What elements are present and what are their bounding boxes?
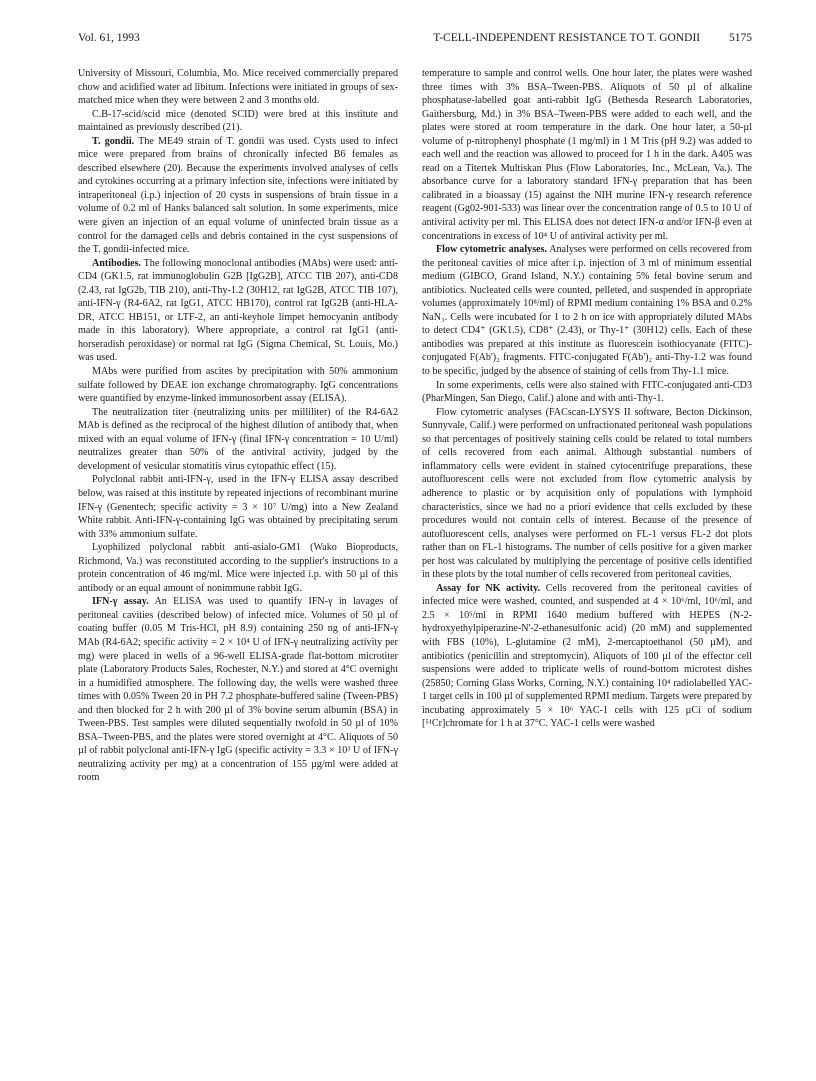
header-right (407, 32, 752, 44)
paragraph: MAbs were purified from ascites by precipitation with 50% ammonium sulfate followed by DEAE ion exchange chromatography. IgG concentrations were quantified by enzyme-linked immunosorbent assay (ELISA). (78, 366, 398, 405)
section-heading: IFN-γ assay. (92, 596, 149, 608)
section-heading: Flow cytometric analyses. (436, 244, 548, 256)
left-column (78, 67, 398, 785)
right-column (422, 67, 752, 731)
page-number: 5175 (729, 32, 752, 44)
paragraph: University of Missouri, Columbia, Mo. Mice received commercially prepared chow and acidified water ad libitum. Infections were initiated in groups of sex-matched mice when they were between 2 and 3 months old. (78, 68, 398, 107)
paragraph: Antibodies. The following monoclonal antibodies (MAbs) were used: anti-CD4 (GK1.5, rat immunoglobulin G2B [IgG2B], ATCC TIB 207), anti-CD8 (2.43, rat IgG2b, TIB 210), anti-Thy-1.2 (30H12, rat IgG2B, ATCC TIB 107), anti-IFN-γ (R4-6A2, rat IgG1, ATCC HB170), control rat IgG2B (anti-HLA-DR, ATCC HB151, or LTF-2, an anti-keyhole limpet hemocyanin antibody made in this laboratory). Where appropriate, a control rat IgG1 (anti-horseradish peroxidase) or normal rat IgG (Sigma Chemical, St. Louis, Mo.) was used. (78, 257, 398, 364)
running-header (78, 32, 752, 48)
paragraph: The neutralization titer (neutralizing units per milliliter) of the R4-6A2 MAb is defined as the reciprocal of the highest dilution of antibody that, when mixed with an equal volume of IFN-γ (final IFN-γ concentration = 10 U/ml) neutralizes greater than 50% of the antiviral activity, judged by the development of vesicular stomatitis virus cytopathic effect (15). (78, 406, 398, 472)
paragraph: Lyophilized polyclonal rabbit anti-asialo-GM1 (Wako Bioproducts, Richmond, Va.) was reconstituted according to the supplier's instructions to a protein concentration of 46 mg/ml. Mice were injected i.p. with 50 µl of this antibody or an equal amount of nonimmune rabbit IgG. (78, 542, 398, 594)
running-title: T-CELL-INDEPENDENT RESISTANCE TO T. GONDII (433, 32, 701, 44)
paragraph: C.B-17-scid/scid mice (denoted SCID) were bred at this institute and maintained as previously described (21). (78, 108, 398, 134)
section-heading: Antibodies. (92, 257, 142, 269)
section-heading: T. gondii. (92, 135, 135, 147)
volume-year: Vol. 61, 1993 (78, 32, 140, 44)
paragraph: IFN-γ assay. An ELISA was used to quantify IFN-γ in lavages of peritoneal cavities (described below) of infected mice. Volumes of 50 µl of coating buffer (0.05 M Tris-HCl, pH 8.9) containing 250 ng of anti-IFN-γ MAb (R4-6A2; specific activity = 2 × 10⁴ U of IFN-γ neutralizing activity per mg) were placed in wells of a 96-well ELISA-grade flat-bottom microtiter plate (Laboratory Products Sales, Rochester, N.Y.) and stored at 4°C overnight in a humidified atmosphere. The following day, the wells were washed three times with 0.05% Tween 20 in PH 7.2 phosphate-buffered saline (Tween-PBS) and then blocked for 2 h with 200 µl of 3% bovine serum albumin (BSA) in Tween-PBS. Test samples were diluted sequentially twofold in 50 µl of 10% BSA–Tween-PBS, and the plates were stored overnight at 4°C. Aliquots of 50 µl of rabbit polyclonal anti-IFN-γ IgG (specific activity = 3.3 × 10³ U of IFN-γ neutralizing activity per mg) at a concentration of 155 µg/ml were added at room (78, 596, 399, 784)
section-heading: Assay for NK activity. (436, 582, 541, 594)
paragraph: Polyclonal rabbit anti-IFN-γ, used in the IFN-γ ELISA assay described below, was raised at this institute by repeated injections of recombinant murine IFN-γ (Genentech; specific activity = 3 × 10⁷ U/mg) into a New Zealand White rabbit. Anti-IFN-γ-containing IgG was obtained by precipitating serum with 33% ammonium sulfate. (78, 474, 398, 540)
paragraph: Assay for NK activity. Cells recovered from the peritoneal cavities of infected mice were washed, counted, and suspended at 4 × 10⁶/ml, 10⁶/ml, and 2.5 × 10⁵/ml in RPMI 1640 medium buffered with HEPES (N-2-hydroxyethylpiperazine-N'-2-ethanesulfonic acid) (20 mM) and supplemented with FBS (10%), L-glutamine (2 mM), 2-mercaptoethanol (50 µM), and antibiotics (penicillin and streptomycin). Aliquots of 100 µl of the effector cell suspensions were added to triplicate wells of round-bottom microtest dishes (25850; Corning Glass Works, Corning, N.Y.) containing 10⁴ radiolabelled YAC-1 target cells in 100 µl of supplemented RPMI medium. Targets were prepared by incubating approximately 5 × 10⁶ YAC-1 cells with 125 µCi of sodium [⁵¹Cr]chromate for 1 h at 37°C. YAC-1 cells were washed (422, 582, 753, 730)
paragraph: temperature to sample and control wells. One hour later, the plates were washed three times with 3% BSA–Tween-PBS. Aliquots of 50 µl of alkaline phosphatase-labelled goat anti-rabbit IgG (Bethesda Research Laboratories, Gaithersburg, Md.) in 3% BSA–Tween-PBS were added to each well, and the plates were stored at room temperature in the dark. One hour later, a 50-µl volume of p-nitrophenyl phosphate (1 mg/ml) in 1 M Tris (pH 9.2) was added to each well and the reaction was allowed to proceed for 1 h in the dark. A405 was read on a Titertek Multiskan Plus (Flow Laboratories, Inc., McLean, Va.). The absorbance curve for a laboratory standard IFN-γ preparation that has been calibrated in a bioassay (15) against the NIH murine IFN-γ research reference reagent (Gg02-901-533) was linear over the concentration range of 0.5 to 10 U of antiviral activity per ml. This ELISA does not detect IFN-α and/or IFN-β even at concentrations in excess of 10⁴ U of antiviral activity per ml. (422, 68, 752, 242)
paragraph: Flow cytometric analyses (FACscan-LYSYS II software, Becton Dickinson, Sunnyvale, Calif.) were performed on unfractionated peritoneal wash populations so that percentages of positively staining cells could be related to total numbers of cells recovered from each animal. Although substantial numbers of inflammatory cells were evident in stained cytocentrifuge preparations, these autofluorescent cells were not excluded from flow cytometric analysis by adherence to plastic or by acquisition only of populations with lymphoid characteristics, since we had no a priori evidence that cells excluded by these procedures would not contain cells of interest. Because of the presence of autofluorescent cells, analyses were performed on FL-1 versus FL-2 dot plots rather than on FL-1 histograms. The number of cells positive for a given marker per host was calculated by multiplying the percentage of positive cells identified in these plots by the total number of cells recovered from peritoneal cavities. (422, 406, 752, 581)
paragraph: Flow cytometric analyses. Analyses were performed on cells recovered from the peritoneal cavities of mice after i.p. injection of 3 ml of minimum essential medium (GIBCO, Grand Island, N.Y.) containing 5% fetal bovine serum and antibiotics. Nucleated cells were counted, pelleted, and suspended in appropriate volumes (approximately 10⁸/ml) of RPMI medium containing 1% BSA and 0.2% NaN₃. Cells were incubated for 1 to 2 h on ice with appropriately diluted MAbs to detect CD4⁺ (GK1.5), CD8⁺ (2.43), or Thy-1⁺ (30H12) cells. Each of these antibodies was prepared at this institute as fluorescein isothiocyanate (FITC)-conjugated F(Ab')₂ fragments. FITC-conjugated F(Ab')₂ anti-Thy-1.2 was found to be specific, judged by the absence of staining of cells from Thy-1.1 mice. (422, 244, 752, 378)
paragraph: In some experiments, cells were also stained with FITC-conjugated anti-CD3 (PharMingen, San Diego, Calif.) alone and with anti-Thy-1. (422, 379, 752, 405)
paragraph: T. gondii. The ME49 strain of T. gondii was used. Cysts used to infect mice were prepared from brains of chronically infected B6 females as described elsewhere (20). Because the experiments involved analyses of cells and cytokines occurring at a primary infection site, infections were initiated by intraperitoneal (i.p.) injection of 20 cysts in suspensions of brain tissue in a volume of 0.2 ml of Hanks balanced salt solution. In some experiments, mice were given an injection of an equal volume of uninfected brain tissue as a control for the damaged cells and debris contained in the cyst suspensions of the T. gondii-infected mice. (78, 135, 399, 256)
